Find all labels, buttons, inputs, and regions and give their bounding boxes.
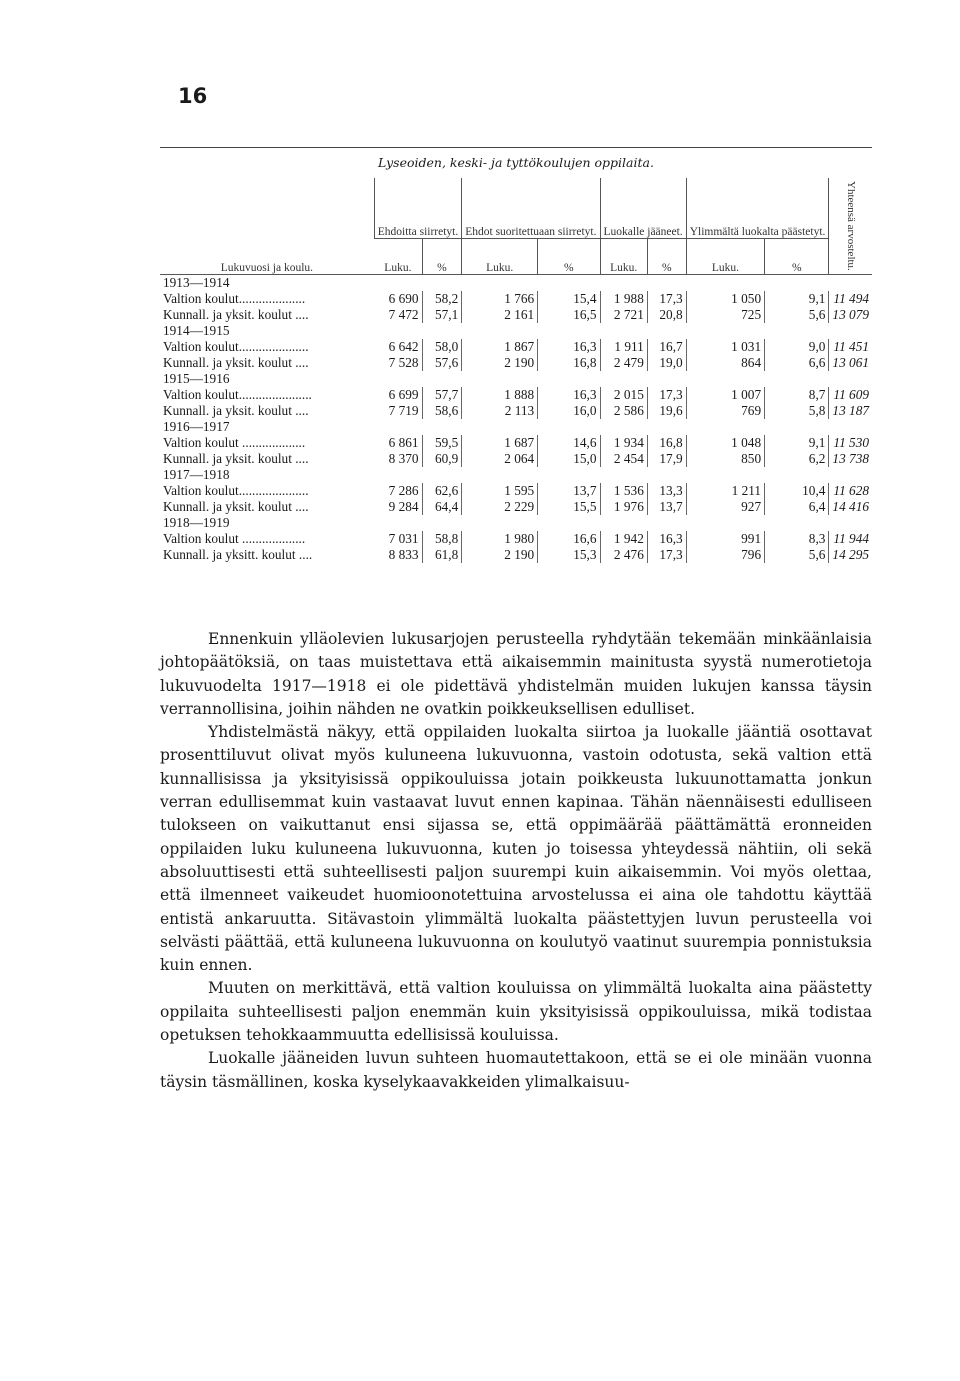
row-label: Valtion koulut ................... [163,531,306,546]
year-row [160,515,872,531]
total-cell: 11 451 [833,339,869,354]
percent-cell: 17,3 [647,547,686,563]
header-rule [160,147,872,148]
row-label: Kunnall. ja yksit. koulut .... [163,499,309,514]
percent-cell: 58,8 [422,531,462,547]
count-cell: 7 719 [374,403,422,419]
percent-cell: 58,6 [422,403,462,419]
count-cell: 1 687 [462,435,538,451]
percent-cell: 16,8 [647,435,686,451]
percent-cell: 5,8 [765,403,829,419]
count-cell: 7 472 [374,307,422,323]
percent-cell: 58,0 [422,339,462,355]
year-label: 1916—1917 [163,419,230,434]
percent-cell: 17,3 [647,291,686,307]
percent-cell: 15,3 [538,547,600,563]
count-cell: 864 [686,355,764,371]
percent-cell: 60,9 [422,451,462,467]
count-cell: 7 031 [374,531,422,547]
count-cell: 1 766 [462,291,538,307]
percent-cell: 9,1 [765,435,829,451]
table-row [160,403,872,419]
percent-cell: 8,7 [765,387,829,403]
percent-cell: 5,6 [765,307,829,323]
subheader-percent: % [538,239,600,275]
count-cell: 8 833 [374,547,422,563]
percent-cell: 16,3 [538,387,600,403]
table-row [160,339,872,355]
count-cell: 1 007 [686,387,764,403]
table-row [160,547,872,563]
percent-cell: 8,3 [765,531,829,547]
subheader-percent: % [422,239,462,275]
percent-cell: 6,6 [765,355,829,371]
paragraph: Ennenkuin ylläolevien lukusarjojen perusteella ryhdytään tekemään minkäänlaisia johtopäätöksiä, on taas muistettava että aikaisemmin mainitusta syystä numerotietoja lukuvuodelta 1917—1918 ei ole pidettävä yhdistelmän muiden lukujen kanssa täysin verrannollisina, joihin nähden ne ovatkin poikkeuksellisen edulliset. [160,630,872,718]
year-label: 1915—1916 [163,371,230,386]
count-cell: 2 015 [600,387,647,403]
header-conditional: Ehdot suoritettuaan siirretyt. [462,178,600,239]
count-cell: 2 190 [462,547,538,563]
percent-cell: 16,7 [647,339,686,355]
percent-cell: 19,6 [647,403,686,419]
total-cell: 13 079 [832,307,869,322]
percent-cell: 19,0 [647,355,686,371]
total-cell: 11 609 [833,387,869,402]
count-cell: 2 586 [600,403,647,419]
count-cell: 1 211 [686,483,764,499]
percent-cell: 13,7 [647,499,686,515]
percent-cell: 59,5 [422,435,462,451]
table-row [160,435,872,451]
percent-cell: 9,0 [765,339,829,355]
percent-cell: 5,6 [765,547,829,563]
percent-cell: 16,6 [538,531,600,547]
count-cell: 1 867 [462,339,538,355]
count-cell: 2 454 [600,451,647,467]
count-cell: 6 642 [374,339,422,355]
row-label: Valtion koulut..................... [163,339,309,354]
count-cell: 927 [686,499,764,515]
count-cell: 796 [686,547,764,563]
percent-cell: 64,4 [422,499,462,515]
count-cell: 769 [686,403,764,419]
table-body [160,275,872,564]
year-label: 1917—1918 [163,467,230,482]
header-graduated: Ylimmältä luokalta päästetyt. [686,178,829,239]
count-cell: 8 370 [374,451,422,467]
count-cell: 2 721 [600,307,647,323]
count-cell: 1 988 [600,291,647,307]
total-cell: 11 628 [833,483,869,498]
row-label: Valtion koulut ................... [163,435,306,450]
year-row [160,323,872,339]
paragraph: Yhdistelmästä näkyy, että oppilaiden luokalta siirtoa ja luokalle jääntiä osottavat prosenttiluvut olivat myös kuluneena lukuvuonna, vastoin odotusta, sekä valtion että kunnallisissa ja yksityisissä oppikouluissa jotain poikkeusta lukuunottamatta jonkun verran edullisemmat kuin vastaavat luvut ennen kapinaa. Tähän näennäisesti edulliseen tulokseen on vaikuttanut ensi sijassa se, että oppimäärää päättämättä eronneiden oppilaiden luku kuluneena lukuvuonna, kuten jo toisessa yhteydessä nähtiin, oli sekä absoluuttisesti että suhteellisesti paljon suurempi kuin aikaisemmin. Voi myös olettaa, että ilmenneet vaikeudet huomioonotettuina arvostelussa ei aina ole tahdottu käyttää entistä ankaruutta. Sitävastoin ylimmältä luokalta päästettyjen luvun perusteella voi selvästi päättää, että kuluneena lukuvuonna on koulutyö vaatinut suurempia ponnistuksia kuin ennen. [160,723,872,975]
table-row [160,499,872,515]
total-cell: 13 738 [832,451,869,466]
header-total [829,178,872,275]
header-applied: Ehdoitta siirretyt. [374,178,461,239]
percent-cell: 15,4 [538,291,600,307]
count-cell: 1 031 [686,339,764,355]
table-row [160,355,872,371]
paragraph: Luokalle jääneiden luvun suhteen huomautettakoon, että se ei ole minään vuonna täysin täsmällinen, koska kyselykaavakkeiden ylimalkaisuu- [160,1049,872,1091]
percent-cell: 61,8 [422,547,462,563]
paragraph: Muuten on merkittävä, että valtion kouluissa on ylimmältä luokalta aina päästetty oppilaita suhteellisesti paljon enemmän kuin yksityisissä oppikouluissa, mikä todistaa opetuksen tehokkaammuutta edellisissä kouluissa. [160,979,872,1045]
year-label: 1918—1919 [163,515,230,530]
count-cell: 1 536 [600,483,647,499]
percent-cell: 9,1 [765,291,829,307]
table-row [160,451,872,467]
row-label: Kunnall. ja yksitt. koulut .... [163,547,313,562]
percent-cell: 16,3 [647,531,686,547]
year-row [160,467,872,483]
count-cell: 1 980 [462,531,538,547]
count-cell: 1 942 [600,531,647,547]
count-cell: 1 934 [600,435,647,451]
count-cell: 9 284 [374,499,422,515]
percent-cell: 58,2 [422,291,462,307]
year-row [160,419,872,435]
count-cell: 991 [686,531,764,547]
year-label: 1913—1914 [163,275,230,290]
percent-cell: 15,0 [538,451,600,467]
count-cell: 1 050 [686,291,764,307]
total-cell: 14 416 [832,499,869,514]
table-row [160,483,872,499]
subheader-count: Luku. [374,239,422,275]
header-year-school: Lukuvuosi ja koulu. [160,178,374,275]
page-number: 16 [178,84,208,108]
count-cell: 725 [686,307,764,323]
total-cell: 13 187 [832,403,869,418]
count-cell: 2 190 [462,355,538,371]
percent-cell: 6,4 [765,499,829,515]
count-cell: 7 286 [374,483,422,499]
subheader-count: Luku. [462,239,538,275]
count-cell: 6 699 [374,387,422,403]
count-cell: 850 [686,451,764,467]
count-cell: 2 161 [462,307,538,323]
row-label: Kunnall. ja yksit. koulut .... [163,355,309,370]
subheader-percent: % [765,239,829,275]
total-cell: 13 061 [832,355,869,370]
count-cell: 2 113 [462,403,538,419]
percent-cell: 6,2 [765,451,829,467]
percent-cell: 13,3 [647,483,686,499]
count-cell: 1 911 [600,339,647,355]
count-cell: 1 595 [462,483,538,499]
count-cell: 2 476 [600,547,647,563]
header-total-label: Yhteensä arvosteltu. [845,181,858,271]
percent-cell: 16,8 [538,355,600,371]
header-repeated: Luokalle jääneet. [600,178,686,239]
percent-cell: 17,9 [647,451,686,467]
total-cell: 14 295 [832,547,869,562]
percent-cell: 14,6 [538,435,600,451]
percent-cell: 62,6 [422,483,462,499]
count-cell: 1 048 [686,435,764,451]
row-label: Kunnall. ja yksit. koulut .... [163,451,309,466]
percent-cell: 16,0 [538,403,600,419]
table-row [160,387,872,403]
row-label: Valtion koulut...................... [163,387,312,402]
count-cell: 6 690 [374,291,422,307]
statistics-table [160,178,872,563]
row-label: Valtion koulut..................... [163,483,309,498]
percent-cell: 57,7 [422,387,462,403]
year-row [160,275,872,292]
total-cell: 11 530 [833,435,869,450]
subheader-count: Luku. [600,239,647,275]
table-row [160,307,872,323]
row-label: Valtion koulut.................... [163,291,306,306]
count-cell: 2 479 [600,355,647,371]
count-cell: 1 888 [462,387,538,403]
year-label: 1914—1915 [163,323,230,338]
percent-cell: 17,3 [647,387,686,403]
count-cell: 2 064 [462,451,538,467]
percent-cell: 15,5 [538,499,600,515]
table-title: Lyseoiden, keski- ja tyttökoulujen oppilaita. [378,155,654,170]
row-label: Kunnall. ja yksit. koulut .... [163,403,309,418]
percent-cell: 16,3 [538,339,600,355]
percent-cell: 13,7 [538,483,600,499]
percent-cell: 57,1 [422,307,462,323]
percent-cell: 57,6 [422,355,462,371]
body-text [160,628,872,1094]
count-cell: 1 976 [600,499,647,515]
total-cell: 11 494 [833,291,869,306]
percent-cell: 20,8 [647,307,686,323]
percent-cell: 10,4 [765,483,829,499]
count-cell: 6 861 [374,435,422,451]
percent-cell: 16,5 [538,307,600,323]
total-cell: 11 944 [833,531,869,546]
year-row [160,371,872,387]
count-cell: 2 229 [462,499,538,515]
subheader-percent: % [647,239,686,275]
subheader-count: Luku. [686,239,764,275]
table-row [160,291,872,307]
table-row [160,531,872,547]
row-label: Kunnall. ja yksit. koulut .... [163,307,309,322]
count-cell: 7 528 [374,355,422,371]
